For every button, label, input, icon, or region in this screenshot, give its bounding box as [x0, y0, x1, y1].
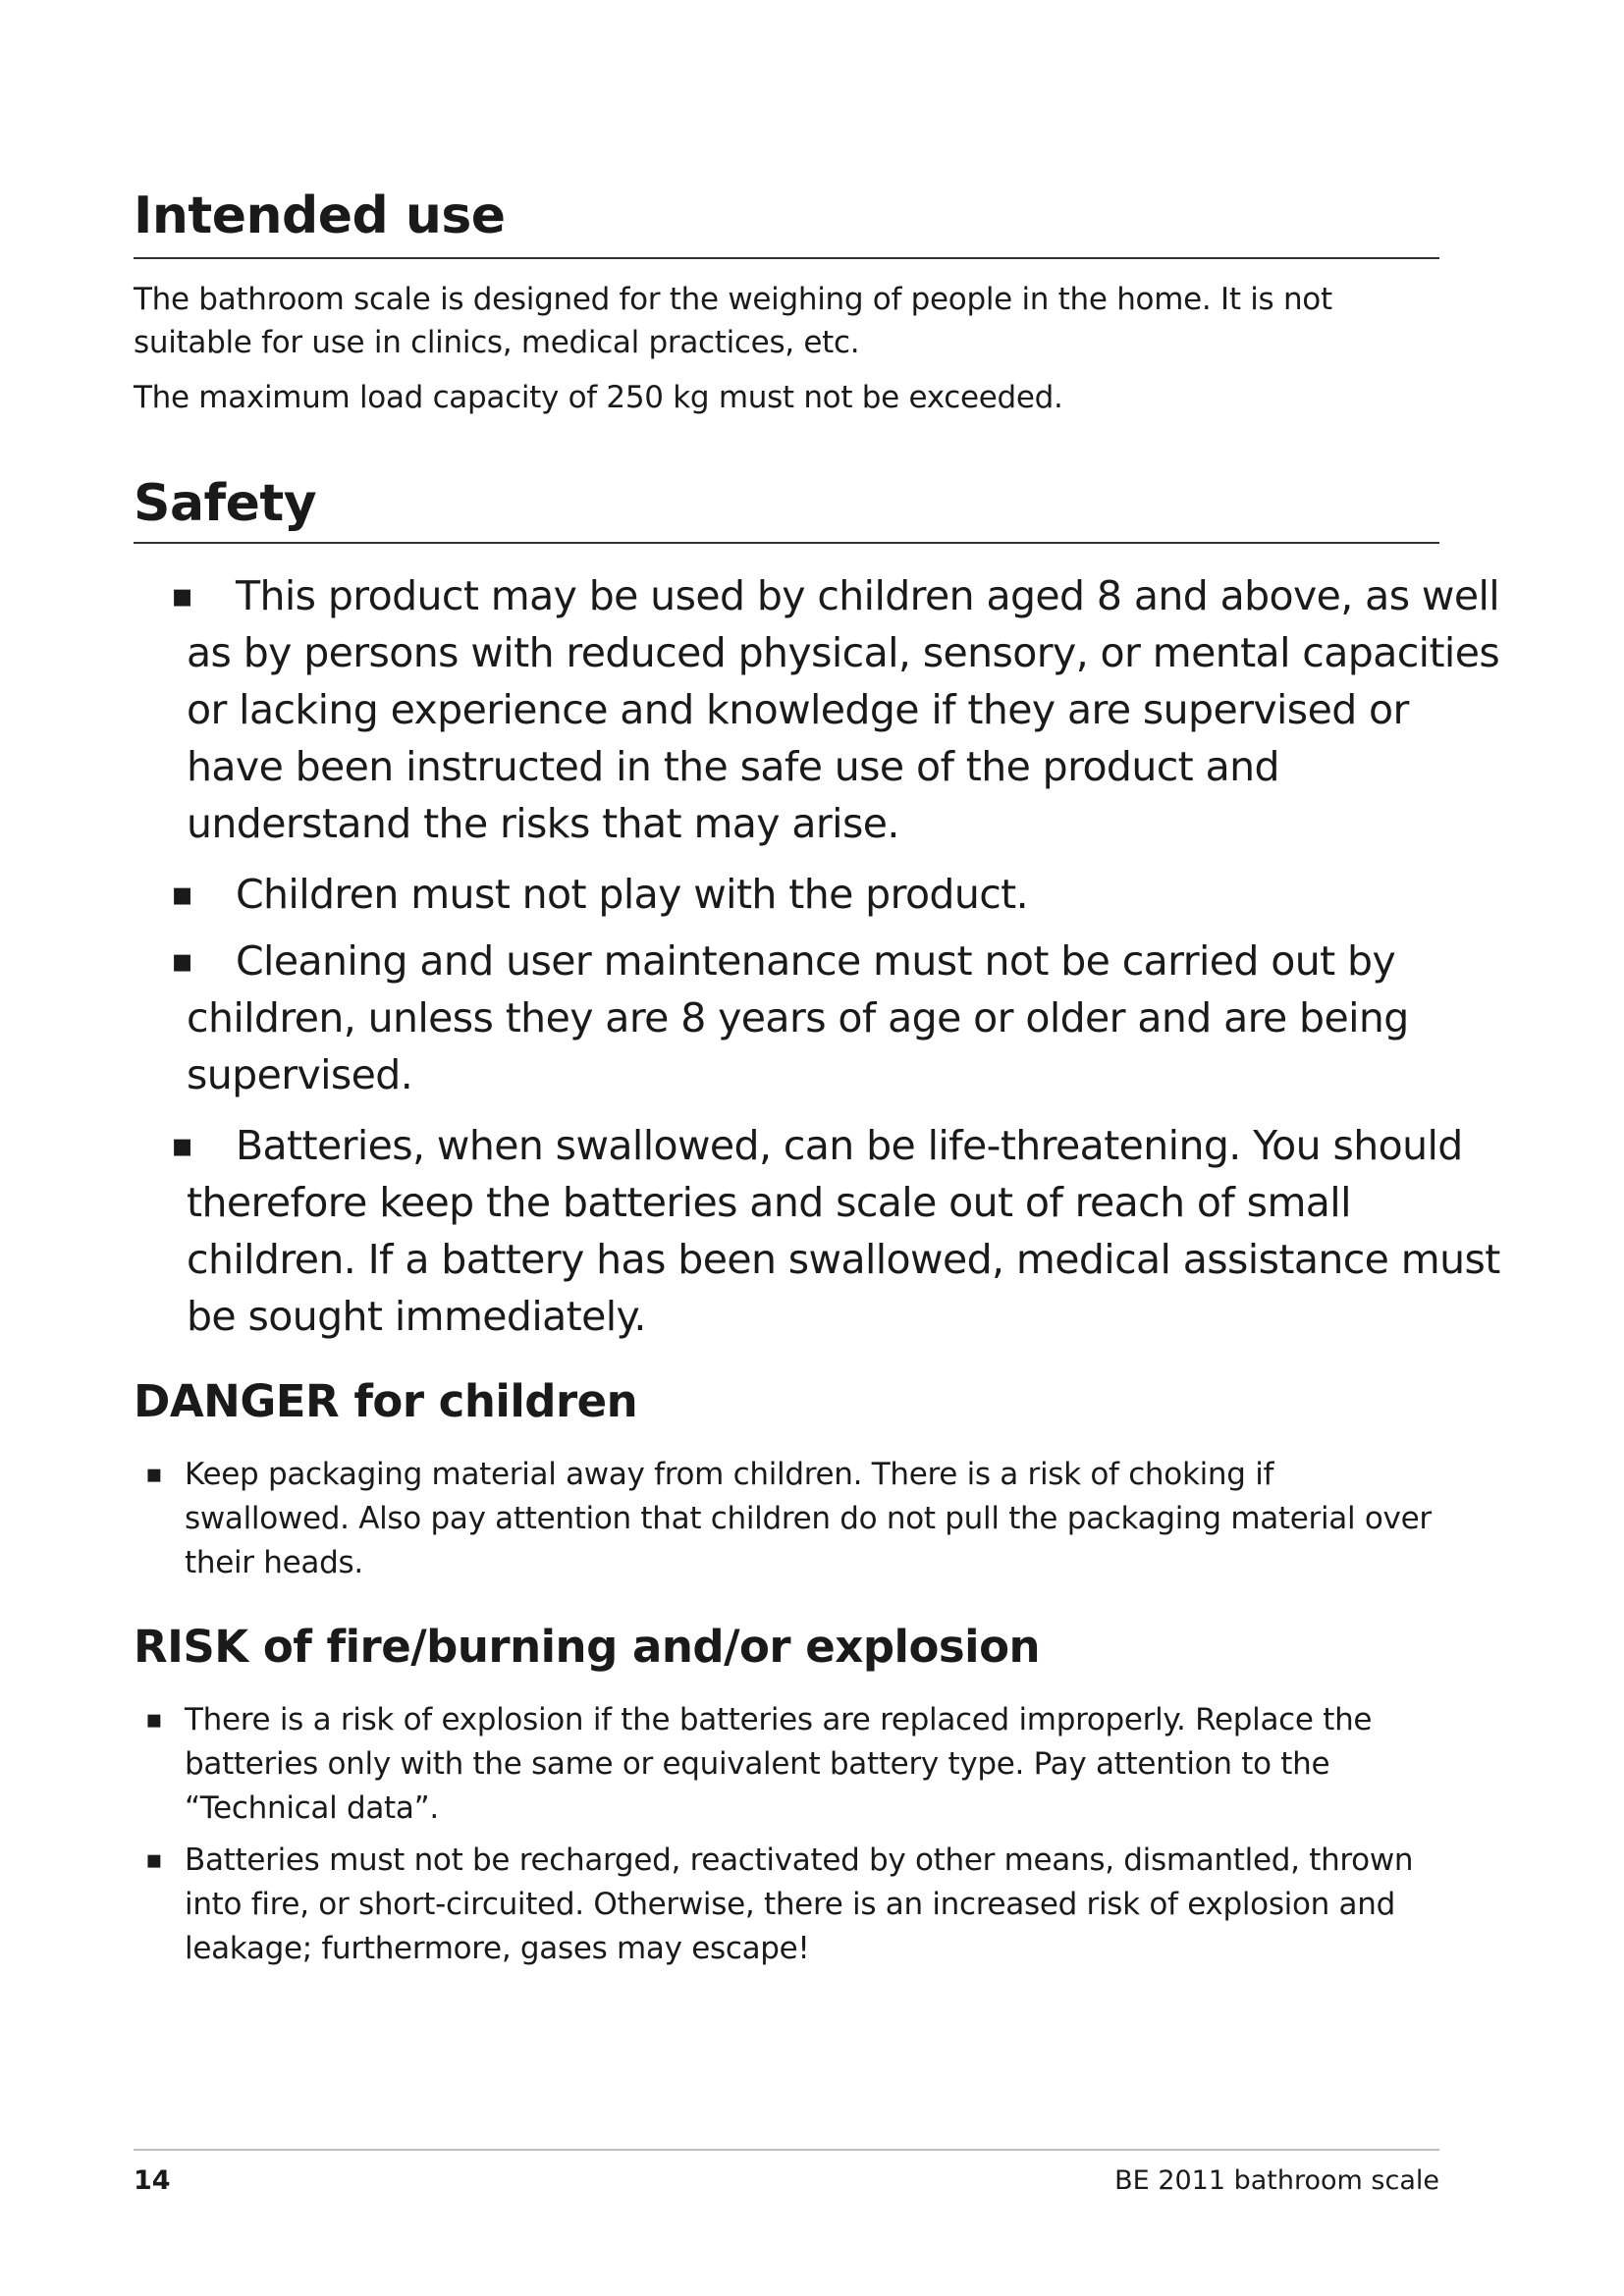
bullet-icon: ▪: [171, 576, 193, 615]
list-item: [167, 567, 1502, 852]
list-item-text: Batteries, when swallowed, can be life-threatening. You should therefore keep the batteries and scale out of reach of small children. If a battery has been swallowed, medical assistance must be sought immediately.: [187, 1122, 1500, 1340]
heading-safety: Safety: [134, 474, 317, 533]
list-item: [145, 1453, 1441, 1585]
bullet-icon: ▪: [171, 941, 193, 981]
heading-underline: [134, 542, 1439, 544]
bullet-icon: ▪: [145, 1705, 163, 1735]
list-item: [167, 1117, 1502, 1345]
list-item: [167, 933, 1502, 1103]
footer-divider: [134, 2149, 1439, 2151]
bullet-icon: ▪: [145, 1845, 163, 1875]
list-item-text: Cleaning and user maintenance must not be carried out by children, unless they are 8 years of age or older and are being supervised.: [187, 937, 1409, 1098]
heading-risk-fire: RISK of fire/burning and/or explosion: [134, 1621, 1041, 1673]
bullet-icon: ▪: [171, 1126, 193, 1165]
bullet-icon: ▪: [145, 1460, 163, 1489]
list-item-text: Children must not play with the product.: [236, 871, 1029, 918]
intended-use-paragraph: The bathroom scale is designed for the weighing of people in the home. It is not suitable for use in clinics, medical practices, etc.: [134, 282, 1332, 360]
list-item: [145, 1698, 1441, 1831]
bullet-icon: ▪: [171, 875, 193, 914]
intended-use-paragraph: The maximum load capacity of 250 kg must not be exceeded.: [134, 380, 1063, 415]
footer-title: BE 2011 bathroom scale: [1114, 2165, 1439, 2196]
list-item-text: This product may be used by children aged 8 and above, as well as by persons with reduced physical, sensory, or mental capacities or lacking experience and knowledge if they are supervised or have been instructed in the safe use of the product and understand the risks that may arise.: [187, 572, 1500, 847]
list-item-text: There is a risk of explosion if the batteries are replaced improperly. Replace the batteries only with the same or equivalent battery type. Pay attention to the “Technical data”.: [185, 1702, 1373, 1826]
heading-intended-use: Intended use: [134, 187, 506, 245]
list-item: [167, 866, 1502, 923]
list-item-text: Batteries must not be recharged, reactivated by other means, dismantled, thrown into fire, or short-circuited. Otherwise, there is an increased risk of explosion and leakage; furthermore, gases may escape!: [185, 1842, 1414, 1966]
heading-danger-children: DANGER for children: [134, 1375, 638, 1427]
list-item: [145, 1839, 1441, 1971]
heading-underline: [134, 257, 1439, 259]
list-item-text: Keep packaging material away from children. There is a risk of choking if swallowed. Also pay attention that children do not pull the packaging material over their heads.: [185, 1457, 1432, 1580]
risk-fire-list: [145, 1698, 1441, 1971]
page-number: 14: [134, 2165, 171, 2196]
safety-list: [167, 567, 1502, 1345]
danger-children-list: [145, 1453, 1441, 1585]
